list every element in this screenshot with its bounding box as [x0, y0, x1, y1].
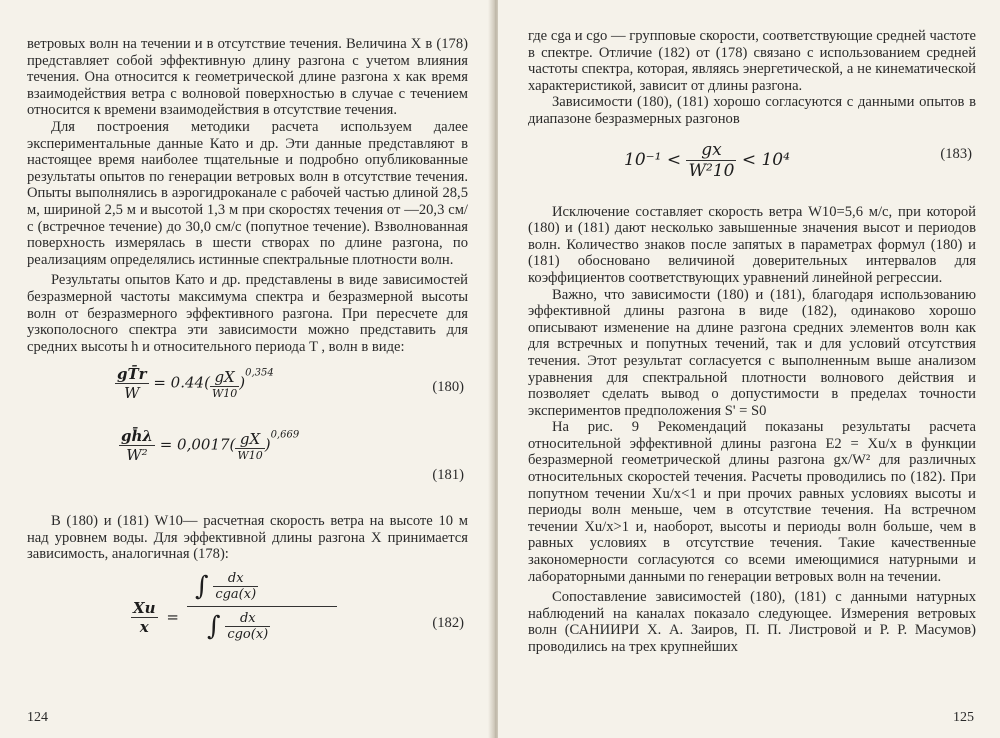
paragraph: Для построения методики расчета используем далее экспериментальные данные Като и др. Эти данные представляют в настоящее время наиболее тщательные и подробно опубликованные результаты опытов по генерации ветровых волн в отсутствие течения. Опыты выполнялись в аэрогидроканале с рабочей частью длиной 28,5 м, шириной 2,5 м и высотой 1,3 м при скоростях течения от —20,3 см/с (встречное течение) до 30,0 см/с (попутное течение). Взволнованная поверхность измерялась в шести створах по длине разгона, по реализациям определялись истинные спектральные плотности волн. [27, 118, 468, 268]
formula-lhs-numerator: gh̄λ [121, 427, 153, 446]
formula-182: $\frac{Xu}{x}$ = ∫ $\frac{dx}{\text{cga(x)}}$ ∫ $\frac{dx}{\text{cgo(x)}}$ (182) [133, 571, 464, 643]
paragraph: Важно, что зависимости (180) и (181), благодаря использованию эффективной длины разгона в виде (182), одинаково хорошо описывают изменение на длине разгона средних элементов волн как для встречных и попутных течений, так и для условий отсутствия течения. Этот результат согласуется с выполненным выше анализом уравнения для спектральной плотности волнового действия и позволяет сделать вывод о допустимости в пределах точности экспериментов предположения S' = S0 [528, 286, 976, 419]
formula-coefficient: = 0.44( [153, 373, 210, 392]
formula-inner-numerator: gX [235, 430, 264, 449]
formula-lhs-denominator: x [139, 618, 149, 637]
formula-bracket: ) [239, 373, 246, 392]
formula-inner-denominator: W10 [237, 448, 263, 462]
formula-181 [27, 425, 468, 495]
inequality-right: < 10⁴ [741, 149, 790, 170]
integrand-denominator: cgo(x) [227, 627, 269, 643]
formula-183 [528, 136, 976, 198]
formula-lhs-denominator: W [124, 384, 140, 403]
formula-lhs-numerator: Xu [133, 599, 156, 618]
paragraph: где cga и cgo — групповые скорости, соответствующие средней частоте в спектре. Отличие (182) от (178) связано с использованием средней частоты спектра, которая, являясь энергетической, а не кинематической характеристикой, зависит от длины разгона. [528, 28, 976, 94]
right-text-column [528, 28, 976, 128]
formula-exponent: 0,354 [245, 367, 274, 379]
page-number: 124 [27, 710, 48, 725]
right-text-column-2 [528, 204, 976, 656]
integral-numerator: ∫ $\frac{dx}{\text{cga(x)}}$ [187, 571, 337, 607]
formula-coefficient: = 0,0017( [159, 435, 236, 454]
integrand-denominator: cga(x) [215, 587, 257, 603]
paragraph: Сопоставление зависимостей (180), (181) с данными натурных наблюдений на каналах показало следующее. Измерения ветровых волн (САНИИРИ Х. А. Заиров, П. П. Листровой и Р. Р. Масумов) проводились на трех крупнейших [528, 589, 976, 655]
equation-number: (180) [432, 379, 464, 396]
left-text-column [27, 36, 468, 355]
formula-bracket: ) [264, 435, 271, 454]
right-page [498, 0, 1000, 738]
formula-inner-denominator: W10 [211, 386, 238, 400]
paragraph: Исключение составляет скорость ветра W10=5,6 м/с, при которой (180) и (181) дают несколько завышенные значения высот и периодов волн. Количество знаков после запятых в параметрах формул (180) и (181) обосновано величиной доверительных интервалов для коэффициентов соответствующих уравнений линейной регрессии. [528, 203, 976, 286]
formula-exponent: 0,669 [270, 429, 300, 441]
inequality-numerator: gx [686, 140, 736, 161]
integral-denominator: ∫ $\frac{dx}{\text{cgo(x)}}$ [207, 611, 269, 643]
paragraph: ветровых волн на течении и в отсутствие течения. Величина X в (178) представляет собой эффективную длину разгона с учетом влияния течения. Она относится к геометрической длине разгона x как время взаимодействия ветра с волновой поверхностью в случае с течением относится к времени взаимодействия в отсутствие течения. [27, 36, 468, 119]
formula-inner-numerator: gX [210, 368, 239, 387]
formula-lhs-numerator: gT̄r [117, 365, 147, 384]
equation-number: (183) [940, 145, 972, 162]
equation-number: (181) [432, 467, 464, 484]
inequality-left: 10⁻¹ < [624, 149, 682, 170]
page-number: 125 [953, 710, 974, 725]
paragraph: Зависимости (180), (181) хорошо согласуются с данными опытов в диапазоне безразмерных разгонов [528, 94, 976, 127]
equation-number: (182) [432, 615, 464, 632]
integrand-numerator: dx [213, 571, 258, 587]
formula-lhs-denominator: W² [126, 446, 148, 465]
inequality-denominator: W²10 [688, 160, 735, 181]
integrand-numerator: dx [225, 611, 270, 627]
left-text-column-2 [27, 513, 468, 563]
paragraph: На рис. 9 Рекомендаций показаны результаты расчета относительной эффективной длины разгона E2 = Xu/x в функции безразмерной геометрической длины разгона gx/W² для различных относительных скоростей течения. Расчеты проводились по (182). При попутном течении Xu/x<1 и при прочих равных условиях высоты и периоды волн меньше, чем в отсутствие течения. На встречном течении Xu/x>1 и, наоборот, высоты и периоды волн больше, чем в равных условиях в отсутствие течения. Такие качественные закономерности согласуются со всеми имеющимися натурными и лабораторными данными по генерации ветровых волн на течении. [528, 419, 976, 585]
formula-180 [27, 361, 468, 419]
paragraph: Результаты опытов Като и др. представлены в виде зависимостей безразмерной частоты максимума спектра и безразмерной высоты волн от безразмерного эффективного разгона. При пересчете для узкополосного спектра эти зависимости можно представить для средних высоты h и относительного периода T , волн в виде: [27, 272, 468, 355]
paragraph: В (180) и (181) W10— расчетная скорость ветра на высоте 10 м над уровнем воды. Для эффективной длины разгона X принимается зависимость, аналогичная (178): [27, 513, 468, 563]
left-page [0, 0, 492, 738]
